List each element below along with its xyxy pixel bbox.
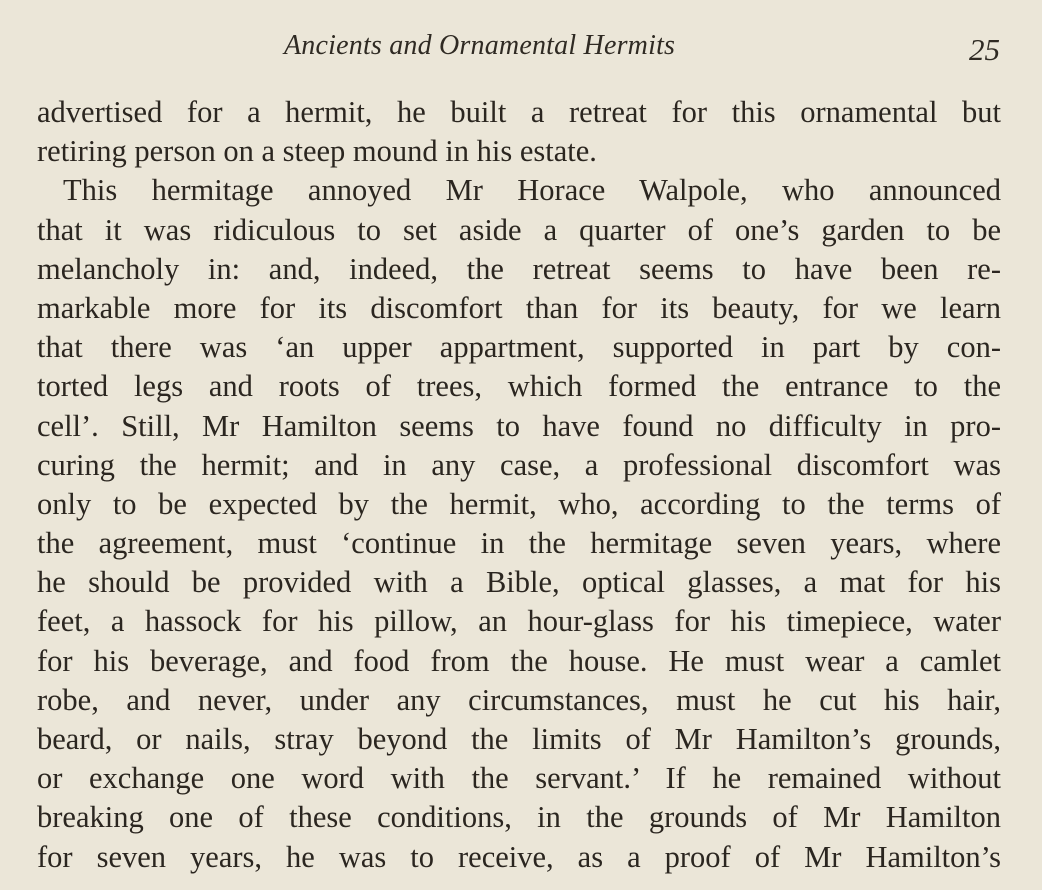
text-line: melancholy in: and, indeed, the retreat seems to have been re- (37, 251, 1001, 286)
text-line: feet, a hassock for his pillow, an hour-glass for his timepiece, water (37, 604, 1001, 639)
text-line: retiring person on a steep mound in his estate. (37, 134, 597, 169)
text-line: or exchange one word with the servant.’ If he remained without (37, 761, 1001, 796)
text-line: for his beverage, and food from the house. He must wear a camlet (37, 643, 1001, 678)
text-line: torted legs and roots of trees, which formed the entrance to the (37, 369, 1001, 404)
text-line: he should be provided with a Bible, optical glasses, a mat for his (37, 565, 1001, 600)
text-line: breaking one of these conditions, in the grounds of Mr Hamilton (37, 800, 1001, 835)
text-line: the agreement, must ‘continue in the hermitage seven years, where (37, 526, 1001, 561)
paragraph-start-line: This hermitage annoyed Mr Horace Walpole, who announced (63, 173, 1001, 208)
text-line: beard, or nails, stray beyond the limits of Mr Hamilton’s grounds, (37, 722, 1001, 756)
text-line: markable more for its discomfort than for its beauty, for we learn (37, 290, 1001, 325)
running-head (0, 28, 1042, 72)
text-line: only to be expected by the hermit, who, according to the terms of (37, 486, 1001, 521)
page-number: 25 (969, 32, 1000, 67)
text-line: advertised for a hermit, he built a retreat for this ornamental but (37, 95, 1001, 129)
body-text (37, 93, 1001, 877)
running-title: Ancients and Ornamental Hermits (284, 30, 676, 61)
text-line: for seven years, he was to receive, as a proof of Mr Hamilton’s (37, 839, 1001, 874)
text-line: curing the hermit; and in any case, a professional discomfort was (37, 447, 1001, 482)
text-line: that it was ridiculous to set aside a quarter of one’s garden to be (37, 212, 1001, 247)
text-line: cell’. Still, Mr Hamilton seems to have found no difficulty in pro- (37, 408, 1001, 443)
text-line: robe, and never, under any circumstances, must he cut his hair, (37, 682, 1001, 717)
text-line: that there was ‘an upper appartment, supported in part by con- (37, 330, 1001, 365)
